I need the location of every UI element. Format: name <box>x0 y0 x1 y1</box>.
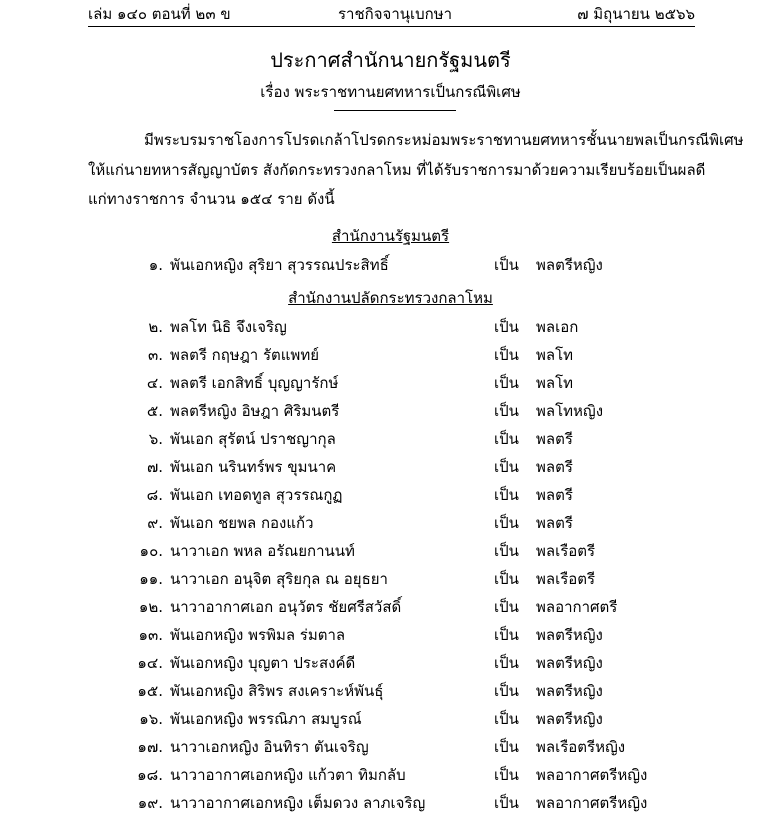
entry-new-rank: พลโท <box>536 374 574 392</box>
entry-name: นาวาเอกหญิง อินทิรา ตันเจริญ <box>170 738 369 756</box>
entry-be-label: เป็น <box>494 514 519 532</box>
list-item <box>0 371 781 395</box>
entry-new-rank: พลเรือตรี <box>536 542 596 560</box>
entry-name: พลตรีหญิง อิษฎา ศิริมนตรี <box>170 402 340 420</box>
entry-number: ๑๖. <box>139 710 163 728</box>
list-item <box>0 315 781 339</box>
list-item <box>0 399 781 423</box>
entry-be-label: เป็น <box>494 682 519 700</box>
entry-name: พันเอก สุรัตน์ ปราชญากุล <box>170 430 336 448</box>
list-item <box>0 427 781 451</box>
entry-new-rank: พลตรีหญิง <box>536 626 603 644</box>
entry-name: พันเอกหญิง บุญตา ประสงค์ดี <box>170 654 356 672</box>
entry-new-rank: พลตรี <box>536 486 573 504</box>
entry-name: พันเอก นรินทร์พร ขุมนาค <box>170 458 337 476</box>
entry-new-rank: พลเรือตรีหญิง <box>536 738 626 756</box>
entry-be-label: เป็น <box>494 710 519 728</box>
entry-be-label: เป็น <box>494 374 519 392</box>
list-item <box>0 595 781 619</box>
entry-new-rank: พลอากาศตรีหญิง <box>536 766 648 784</box>
entry-name: พลตรี เอกสิทธิ์ บุญญารักษ์ <box>170 374 339 392</box>
page-header <box>88 0 695 27</box>
entry-name: พลตรี กฤษฎา รัตแพทย์ <box>170 346 319 364</box>
entry-new-rank: พลตรีหญิง <box>536 710 603 728</box>
entry-number: ๖. <box>148 430 163 448</box>
entry-new-rank: พลตรีหญิง <box>536 682 603 700</box>
entry-new-rank: พลโทหญิง <box>536 402 604 420</box>
document-title: ประกาศสำนักนายกรัฐมนตรี <box>270 48 511 72</box>
entry-name: พันเอกหญิง สุริยา สุวรรณประสิทธิ์ <box>170 256 389 274</box>
entry-be-label: เป็น <box>494 458 519 476</box>
entry-new-rank: พลตรี <box>536 430 573 448</box>
entry-new-rank: พลอากาศตรี <box>536 598 618 616</box>
entry-name: พลโท นิธิ จึงเจริญ <box>170 318 287 336</box>
document-subject: เรื่อง พระราชทานยศทหารเป็นกรณีพิเศษ <box>260 83 521 101</box>
entry-new-rank: พลโท <box>536 346 574 364</box>
entry-number: ๓. <box>147 346 163 364</box>
intro-line-1: มีพระบรมราชโองการโปรดเกล้าโปรดกระหม่อมพระราชทานยศทหารชั้นนายพลเป็นกรณีพิเศษ <box>144 131 744 149</box>
entry-number: ๒. <box>148 318 163 336</box>
entry-new-rank: พลอากาศตรีหญิง <box>536 794 648 812</box>
entry-number: ๘. <box>146 486 163 504</box>
list-item <box>0 511 781 535</box>
entry-be-label: เป็น <box>494 486 519 504</box>
entry-number: ๕. <box>146 402 163 420</box>
entry-name: นาวาอากาศเอกหญิง แก้วตา ทิมกลับ <box>170 766 406 784</box>
list-item <box>0 735 781 759</box>
list-item <box>0 651 781 675</box>
entry-name: พันเอกหญิง พรรณิภา สมบูรณ์ <box>170 710 362 728</box>
entry-be-label: เป็น <box>494 346 519 364</box>
entry-name: นาวาอากาศเอก อนุวัตร ชัยศรีสวัสดิ์ <box>170 598 402 616</box>
entry-be-label: เป็น <box>494 542 519 560</box>
entry-new-rank: พลตรี <box>536 514 573 532</box>
entry-number: ๑๑. <box>139 570 163 588</box>
list-item <box>0 707 781 731</box>
intro-line-2: ให้แก่นายทหารสัญญาบัตร สังกัดกระทรวงกลาโหม ที่ได้รับราชการมาด้วยความเรียบร้อยเป็นผลดี <box>88 161 706 179</box>
entry-be-label: เป็น <box>494 402 519 420</box>
list-item <box>0 679 781 703</box>
entry-be-label: เป็น <box>494 430 519 448</box>
volume-label: เล่ม ๑๔๐ ตอนที่ ๒๓ ข <box>88 5 231 23</box>
entry-number: ๑. <box>148 256 163 274</box>
entry-name: พันเอก เทอดทูล สุวรรณกูฏ <box>170 486 343 504</box>
entry-be-label: เป็น <box>494 256 519 274</box>
entry-new-rank: พลเรือตรี <box>536 570 596 588</box>
entry-number: ๑๙. <box>137 794 163 812</box>
entry-name: พันเอกหญิง พรพิมล ร่มตาล <box>170 626 346 644</box>
publication-date: ๗ มิถุนายน ๒๕๖๖ <box>577 5 695 23</box>
section-heading: สำนักงานปลัดกระทรวงกลาโหม <box>288 289 493 307</box>
list-item <box>0 455 781 479</box>
entry-be-label: เป็น <box>494 738 519 756</box>
entry-new-rank: พลเอก <box>536 318 579 336</box>
entry-name: พันเอกหญิง สิริพร สงเคราะห์พันธุ์ <box>170 682 384 700</box>
entry-number: ๗. <box>146 458 163 476</box>
list-item <box>0 253 781 277</box>
entry-be-label: เป็น <box>494 766 519 784</box>
list-item <box>0 343 781 367</box>
entry-name: นาวาเอก อนุจิต สุริยกุล ณ อยุธยา <box>170 570 388 588</box>
entry-name: พันเอก ชยพล กองแก้ว <box>170 514 314 532</box>
entry-be-label: เป็น <box>494 626 519 644</box>
entry-be-label: เป็น <box>494 570 519 588</box>
entry-be-label: เป็น <box>494 794 519 812</box>
entry-number: ๑๐. <box>139 542 163 560</box>
entry-name: นาวาอากาศเอกหญิง เต็มดวง ลาภเจริญ <box>170 794 426 812</box>
title-divider <box>334 110 456 111</box>
entry-number: ๑๕. <box>137 682 163 700</box>
list-item <box>0 623 781 647</box>
intro-line-3: แก่ทางราชการ จำนวน ๑๕๔ ราย ดังนี้ <box>88 190 335 208</box>
entry-number: ๔. <box>146 374 163 392</box>
list-item <box>0 483 781 507</box>
entry-new-rank: พลตรี <box>536 458 573 476</box>
entry-number: ๑๒. <box>138 598 163 616</box>
entry-number: ๑๗. <box>137 738 163 756</box>
section-heading: สำนักงานรัฐมนตรี <box>331 227 450 245</box>
entry-number: ๑๓. <box>138 626 163 644</box>
entry-number: ๙. <box>147 514 163 532</box>
entry-be-label: เป็น <box>494 654 519 672</box>
entry-be-label: เป็น <box>494 318 519 336</box>
list-item <box>0 763 781 787</box>
list-item <box>0 791 781 815</box>
entry-number: ๑๔. <box>137 654 163 672</box>
entry-name: นาวาเอก พหล อรัณยกานนท์ <box>170 542 355 560</box>
entry-number: ๑๘. <box>137 766 163 784</box>
entry-new-rank: พลตรีหญิง <box>536 256 603 274</box>
gazette-name: ราชกิจจานุเบกษา <box>338 5 453 23</box>
list-item <box>0 567 781 591</box>
list-item <box>0 539 781 563</box>
entry-new-rank: พลตรีหญิง <box>536 654 603 672</box>
entry-be-label: เป็น <box>494 598 519 616</box>
